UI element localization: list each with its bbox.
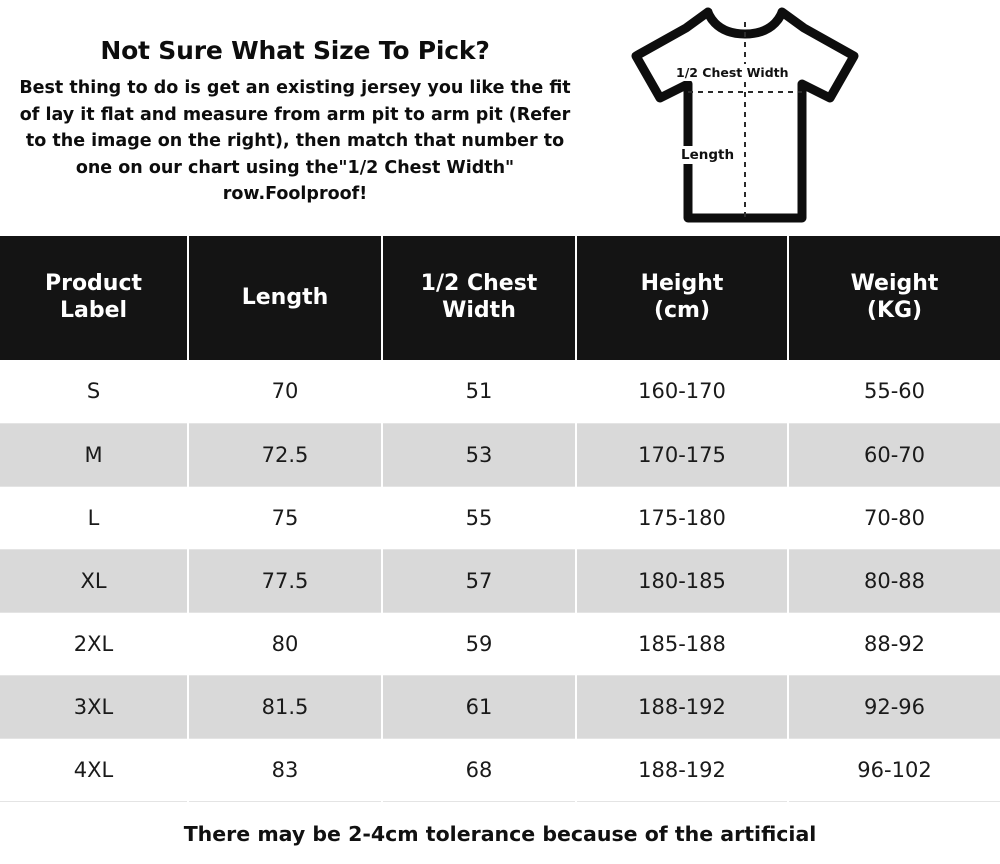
cell-height: 175-180 <box>576 486 788 549</box>
cell-chest-width: 57 <box>382 549 576 612</box>
header-row <box>0 236 1000 360</box>
table-row <box>0 360 1000 423</box>
cell-product-label: 4XL <box>0 738 188 801</box>
table-row <box>0 423 1000 486</box>
cell-weight: 92-96 <box>788 675 1000 738</box>
tolerance-note: There may be 2-4cm tolerance because of the artificial <box>0 802 1000 864</box>
tshirt-icon <box>630 4 860 226</box>
table-row <box>0 549 1000 612</box>
cell-height: 180-185 <box>576 549 788 612</box>
cell-height: 188-192 <box>576 675 788 738</box>
cell-length: 70 <box>188 360 382 423</box>
intro-title: Not Sure What Size To Pick? <box>100 36 490 65</box>
cell-product-label: 3XL <box>0 675 188 738</box>
length-label: Length <box>678 146 737 164</box>
cell-height: 188-192 <box>576 738 788 801</box>
column-header-weight <box>788 236 1000 360</box>
table-row <box>0 675 1000 738</box>
cell-length: 81.5 <box>188 675 382 738</box>
cell-chest-width: 51 <box>382 360 576 423</box>
header-line-2: Label <box>59 298 128 323</box>
cell-chest-width: 55 <box>382 486 576 549</box>
cell-length: 83 <box>188 738 382 801</box>
header-line-1: Height <box>640 271 724 297</box>
cell-length: 72.5 <box>188 423 382 486</box>
column-header-length <box>188 236 382 360</box>
table-body <box>0 360 1000 801</box>
cell-weight: 70-80 <box>788 486 1000 549</box>
cell-chest-width: 61 <box>382 675 576 738</box>
cell-product-label: L <box>0 486 188 549</box>
cell-product-label: XL <box>0 549 188 612</box>
cell-product-label: M <box>0 423 188 486</box>
tshirt-diagram <box>630 4 860 226</box>
intro-block <box>0 36 590 208</box>
cell-length: 80 <box>188 612 382 675</box>
cell-length: 75 <box>188 486 382 549</box>
header-line-1: 1/2 Chest Width <box>420 271 538 323</box>
intro-body: Best thing to do is get an existing jersey you like the fit of lay it flat and measure from arm pit to arm pit (Refer to the image on the right), then match that number to one on our chart using the"1/2 Chest Width" row.Foolproof! <box>19 78 571 205</box>
header-line-2: (cm) <box>653 298 711 323</box>
header-line-1: Weight <box>850 271 939 297</box>
size-chart-table <box>0 236 1000 802</box>
cell-product-label: 2XL <box>0 612 188 675</box>
table-row <box>0 738 1000 801</box>
header-line-2: (KG) <box>866 298 923 323</box>
cell-chest-width: 53 <box>382 423 576 486</box>
column-header-chest-width <box>382 236 576 360</box>
header-line-1: Length <box>241 284 329 310</box>
cell-weight: 88-92 <box>788 612 1000 675</box>
chest-width-label: 1/2 Chest Width <box>673 64 792 81</box>
cell-chest-width: 59 <box>382 612 576 675</box>
cell-length: 77.5 <box>188 549 382 612</box>
header-line-1: Product <box>44 271 143 297</box>
cell-weight: 80-88 <box>788 549 1000 612</box>
cell-height: 185-188 <box>576 612 788 675</box>
table-header <box>0 236 1000 360</box>
cell-chest-width: 68 <box>382 738 576 801</box>
cell-height: 170-175 <box>576 423 788 486</box>
cell-height: 160-170 <box>576 360 788 423</box>
cell-product-label: S <box>0 360 188 423</box>
cell-weight: 96-102 <box>788 738 1000 801</box>
table-row <box>0 612 1000 675</box>
column-header-product-label <box>0 236 188 360</box>
table-row <box>0 486 1000 549</box>
top-section <box>0 0 1000 236</box>
cell-weight: 60-70 <box>788 423 1000 486</box>
cell-weight: 55-60 <box>788 360 1000 423</box>
column-header-height <box>576 236 788 360</box>
